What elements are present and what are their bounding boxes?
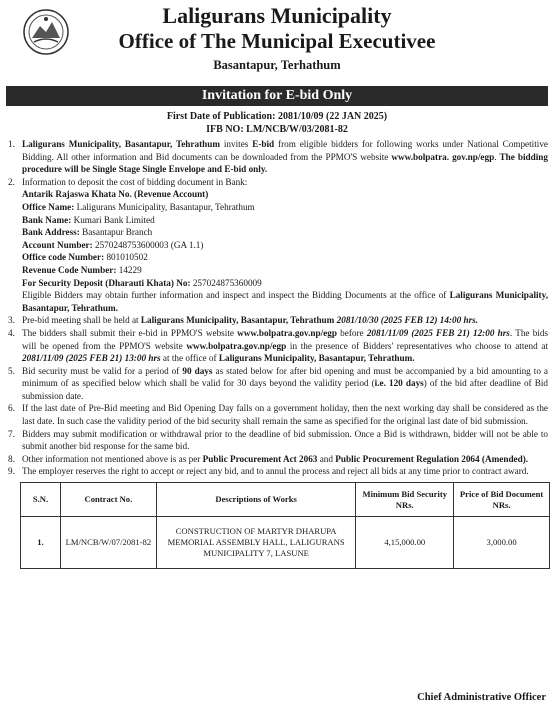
list-item: 4. The bidders shall submit their e-bid in PPMO'S website www.bolpatra.gov.np/egp before 2081/11/09 (2025 FEB 21) 12:00 hrs. The bids will be opened from the PPMO'S website www.bolpatra.gov.np/egp in the presence of Bidders' representatives who choose to attend at 2081/11/09 (2025 FEB 21) 13:00 hrs at the office of Laligurans Municipality, Basantapur, Tehrathum. xyxy=(8,327,549,364)
table-row xyxy=(21,517,550,569)
municipality-name: Laligurans Municipality xyxy=(162,3,392,28)
list-item: 3. Pre-bid meeting shall be held at Laligurans Municipality, Basantapur, Tehrathum 2081/10/30 (2025 FEB 12) 14:00 hrs. xyxy=(8,315,479,326)
list-item: 7. Bidders may submit modification or withdrawal prior to the deadline of bid submission. Once a Bid is withdrawn, bidder will not be able to submit another bid response for the same bid. xyxy=(8,428,548,452)
cell-contract: LM/NCB/W/07/2081-82 xyxy=(60,517,156,569)
notice-header xyxy=(6,0,548,86)
cell-description: CONSTRUCTION OF MARTYR DHARUPA MEMORIAL ASSEMBLY HALL, LALIGURANS MUNICIPALITY 7, LASUNE xyxy=(156,517,356,569)
ppmo-link: www.bolpatra. gov.np/egp xyxy=(391,151,495,162)
list-item: 5. Bid security must be valid for a period of 90 days as stated below for after bid opening and must be accompanied by a bid amounting to a minimum of as specified below which shall be valid for 30 days beyond the validity period (i.e. 120 days) of the bid after deadline of Bid submission date. xyxy=(8,365,549,401)
works-table xyxy=(20,482,550,569)
signatory-title: Chief Administrative Officer xyxy=(417,692,546,703)
header-description: Descriptions of Works xyxy=(156,483,356,517)
list-item: 2. Information to deposit the cost of bidding document in Bank: Antarik Rajaswa Khata No. (Revenue Account) Office Name: Laligurans Municipality, Basantapur, Tehrathum Bank Name: Kumari Bank Limited Bank Address: Basantapur Branch Account Number: 2570248753600003 (GA 1.1) Office code Number: 801010502 Revenue Code Number: 14229 For Security Deposit (Dharauti Khata) No: 257024875360009 Eligible Bidders may obtain further information and inspect and inspect the Bidding Documents at the office of Laligurans Municipality, Basantapur, Tehrathum. xyxy=(8,176,548,313)
cell-price: 3,000.00 xyxy=(454,517,550,569)
cell-security: 4,15,000.00 xyxy=(356,517,454,569)
header-security: Minimum Bid Security NRs. xyxy=(356,483,454,517)
municipality-emblem-icon xyxy=(22,8,70,56)
ifb-number: IFB NO: LM/NCB/W/03/2081-82 xyxy=(206,124,348,135)
notice-items xyxy=(6,138,548,478)
header-sn: S.N. xyxy=(21,483,61,517)
office-name: Office of The Municipal Executivee xyxy=(118,29,436,53)
list-item: 1. Laligurans Municipality, Basantapur, Tehrathum invites E-bid from eligible bidders for following works under National Competitive Bidding. All other information and Bid documents can be downloaded from the PPMO'S website www.bolpatra. gov.np/egp. The bidding procedure will be Single Stage Single Envelope and E-bid only. xyxy=(8,139,549,175)
office-address: Basantapur, Terhathum xyxy=(213,58,341,72)
header-contract: Contract No. xyxy=(60,483,156,517)
publication-date: First Date of Publication: 2081/10/09 (22 JAN 2025) xyxy=(166,111,388,122)
notice-banner: Invitation for E-bid Only xyxy=(6,86,548,106)
list-item: 9. The employer reserves the right to accept or reject any bid, and to annul the process and reject all bids at any time prior to contract award. xyxy=(8,466,529,477)
list-item: 8. Other information not mentioned above is as per Public Procurement Act 2063 and Public Procurement Regulation 2064 (Amended). xyxy=(8,453,529,464)
table-header-row xyxy=(21,483,550,517)
cell-sn: 1. xyxy=(21,517,61,569)
list-item: 6. If the last date of Pre-Bid meeting and Bid Opening Day falls on a government holiday, then the next working day shall be considered as the last date. In such case the validity period of the bid security shall remain the same as specified for the original last date of bid submission. xyxy=(8,403,548,427)
header-price: Price of Bid Document NRs. xyxy=(454,483,550,517)
